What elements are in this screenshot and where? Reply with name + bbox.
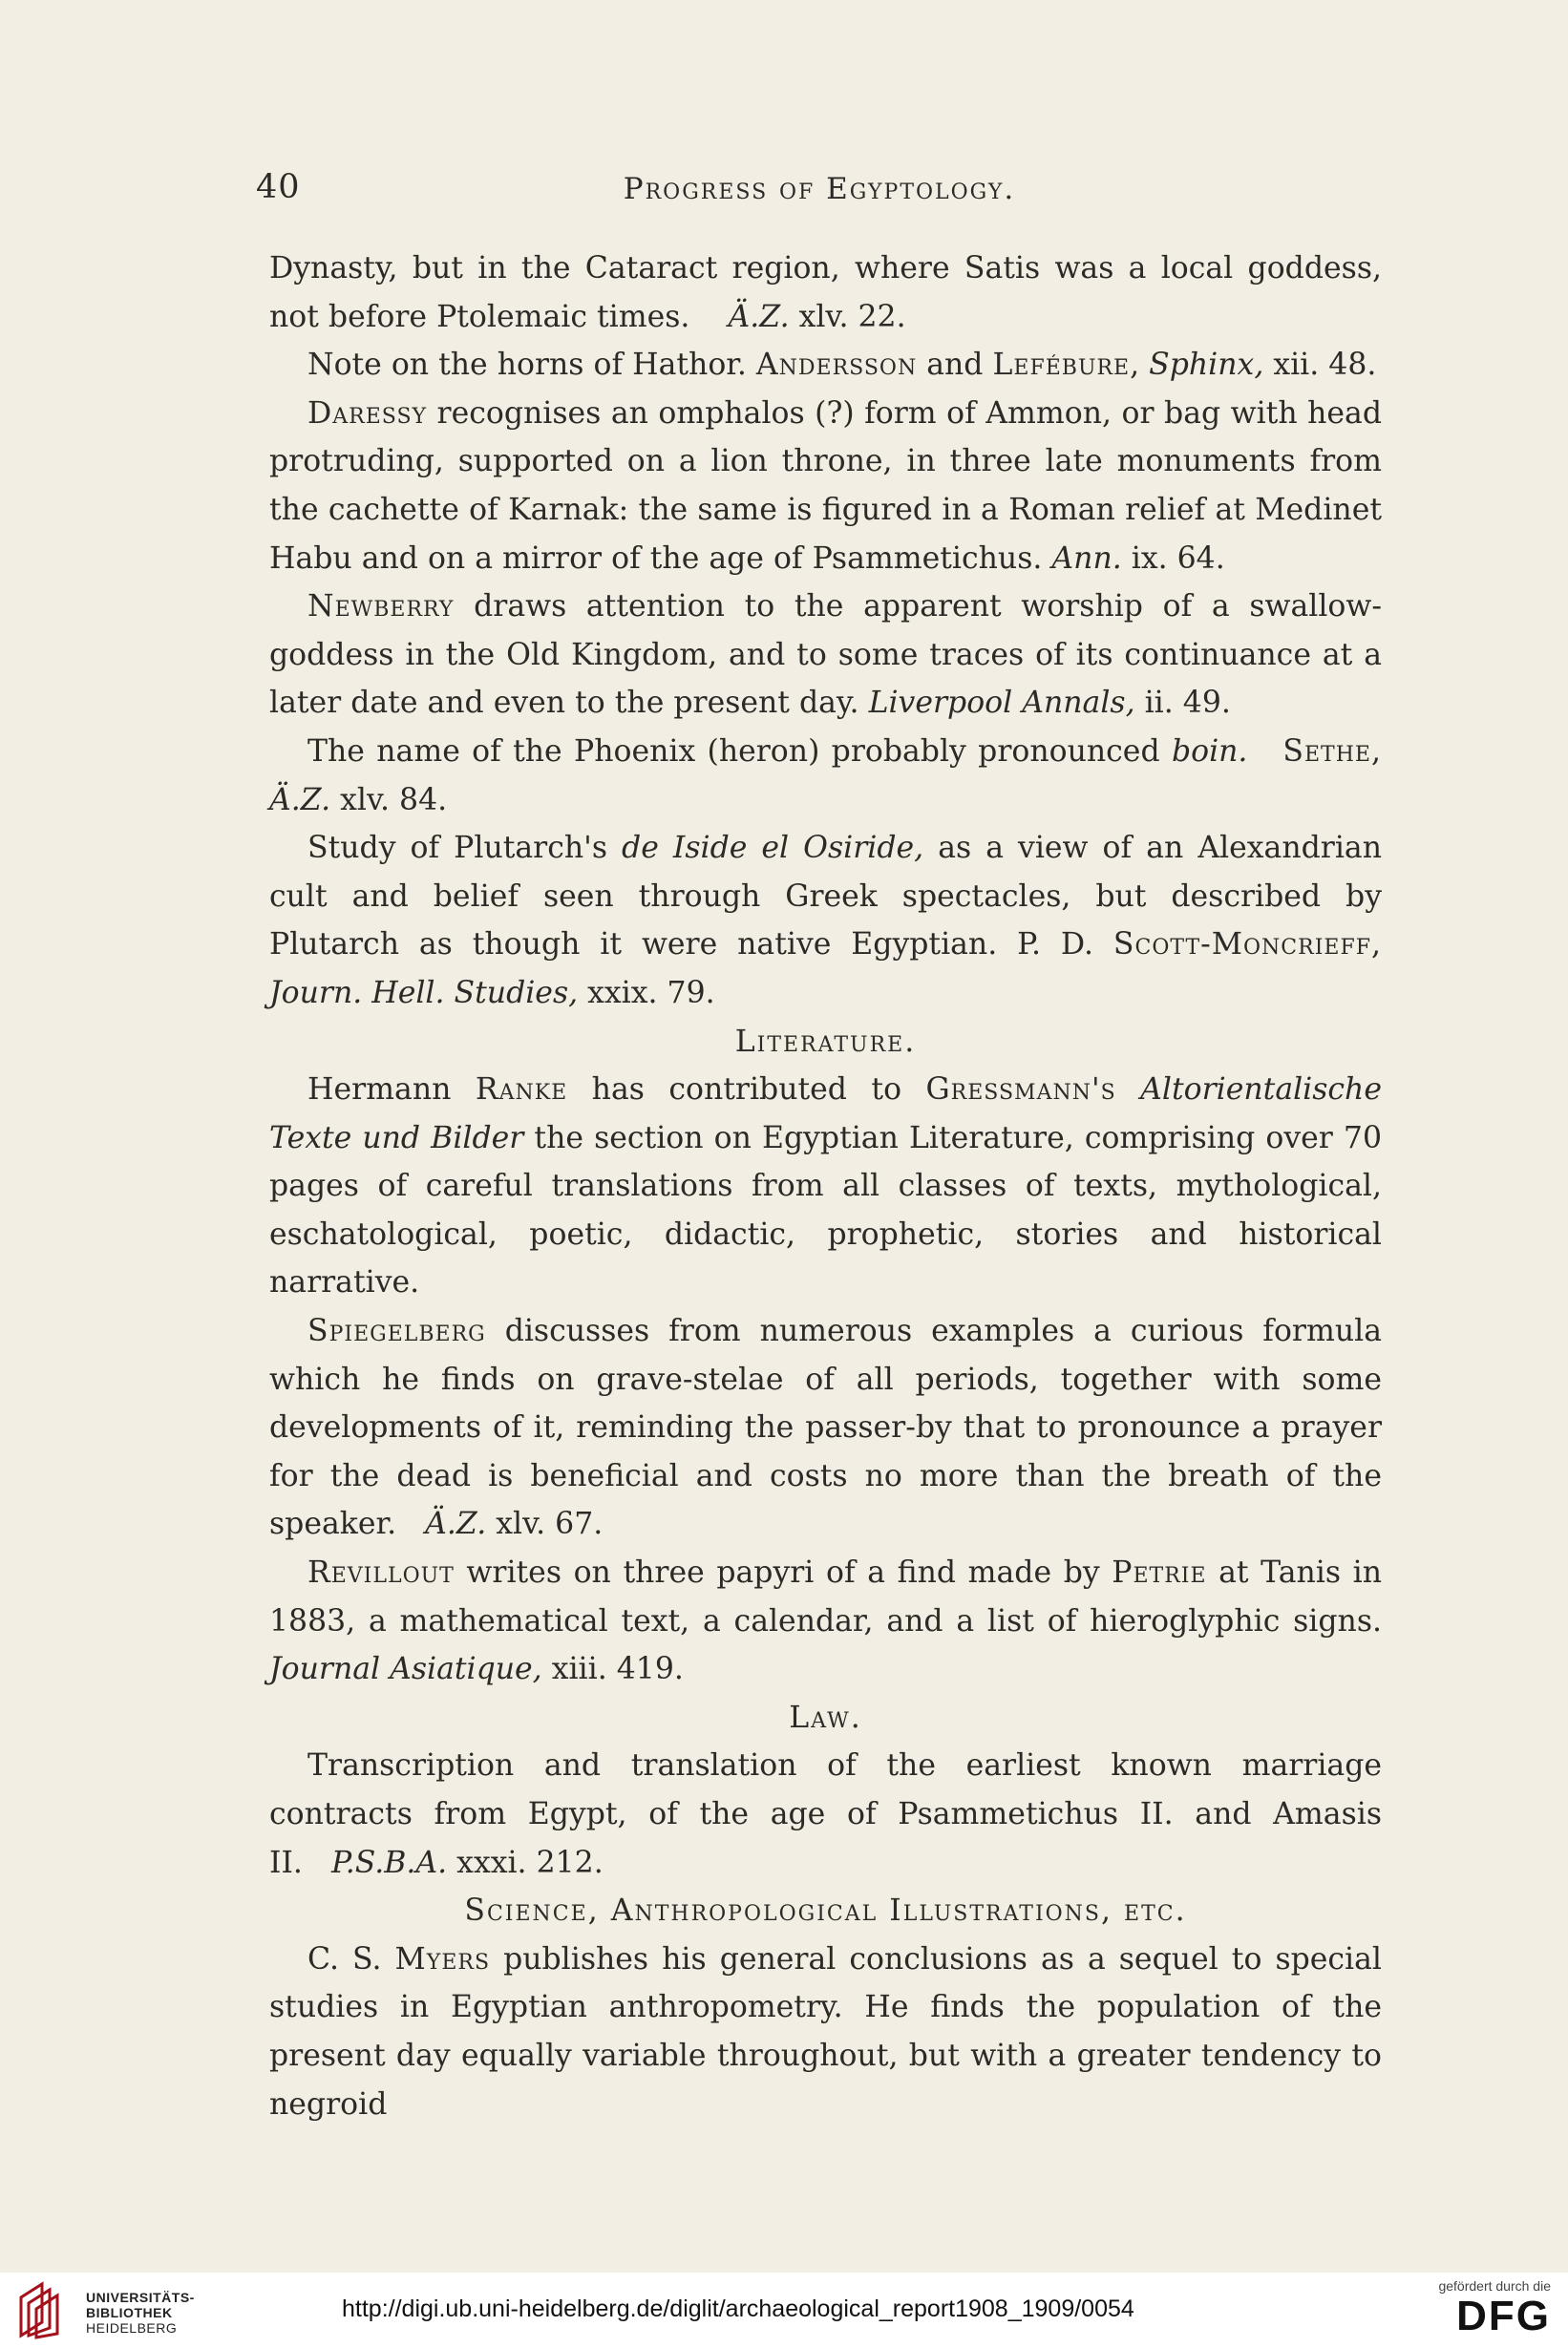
university-library-logo[interactable] [13, 2280, 204, 2341]
viewer-footer [0, 2273, 1568, 2348]
permalink-url[interactable]: http://digi.ub.uni-heidelberg.de/diglit/archaeological_report1908_1909/0054 [342, 2295, 1134, 2322]
library-emblem-icon [13, 2280, 71, 2341]
paragraph: Daressy recognises an omphalos (?) form of Ammon, or bag with head protruding, supported on a lion throne, in three late monuments from the cachette of Karnak: the same is figured in a Roman relief at Medinet Habu and on a mirror of the age of Psammetichus. Ann. ix. 64. [269, 395, 1382, 576]
paragraph: Note on the horns of Hathor. Andersson and Lefébure, Sphinx, xii. 48. [307, 348, 1377, 383]
library-name: UNIVERSITÄTS- BIBLIOTHEK HEIDELBERG [86, 2290, 195, 2336]
page-number: 40 [256, 168, 301, 206]
dfg-wordmark: DFG [1456, 2293, 1551, 2339]
page-header [256, 168, 1383, 216]
funded-by-label: gefördert durch die [1438, 2278, 1551, 2294]
paragraph: Spiegelberg discusses from numerous examples a curious formula which he finds on grave-stelae of all periods, together with some developments of it, reminding the passer-by that to pronounce a prayer for the dead is beneficial and costs no more than the breath of the speaker. Ä.Z. xlv. 67. [269, 1314, 1382, 1542]
paragraph: Newberry draws attention to the apparent worship of a swallow-goddess in the Old Kingdom, and to some traces of its continuance at a later date and even to the present day. Liverpool Annals, ii. 49. [269, 589, 1382, 721]
dfg-logo[interactable] [1360, 2278, 1551, 2339]
section-heading-literature: Literature. [734, 1024, 917, 1059]
body-text [269, 244, 1382, 2128]
paragraph: C. S. Myers publishes his general conclusions as a sequel to special studies in Egyptian anthropometry. He finds the population of the present day equally variable throughout, but with a greater tendency to negroid [269, 1941, 1382, 2122]
paragraph: Transcription and translation of the earliest known marriage contracts from Egypt, of the age of Psammetichus II. and Amasis II. P.S.B.A. xxxi. 212. [269, 1748, 1382, 1880]
section-heading-law: Law. [789, 1700, 862, 1735]
paragraph: Dynasty, but in the Cataract region, where Satis was a local goddess, not before Ptolemaic times. Ä.Z. xlv. 22. [269, 251, 1382, 334]
section-heading-science: Science, Anthropological Illustrations, etc. [464, 1893, 1187, 1929]
running-head: Progress of Egyptology. [623, 172, 1016, 206]
paragraph: Revillout writes on three papyri of a find made by Petrie at Tanis in 1883, a mathematical text, a calendar, and a list of hieroglyphic signs. Journal Asiatique, xiii. 419. [269, 1555, 1382, 1687]
paragraph: Hermann Ranke has contributed to Gressmann's Altorientalische Texte und Bilder the section on Egyptian Literature, comprising over 70 pages of careful translations from all classes of texts, mythological, eschatological, poetic, didactic, prophetic, stories and historical narrative. [269, 1072, 1382, 1301]
paragraph: The name of the Phoenix (heron) probably pronounced boin. Sethe, Ä.Z. xlv. 84. [269, 733, 1382, 817]
paragraph: Study of Plutarch's de Iside el Osiride, as a view of an Alexandrian cult and belief seen through Greek spectacles, but described by Plutarch as though it were native Egyptian. P. D. Scott-Moncrieff, Journ. Hell. Studies, xxix. 79. [269, 831, 1382, 1010]
